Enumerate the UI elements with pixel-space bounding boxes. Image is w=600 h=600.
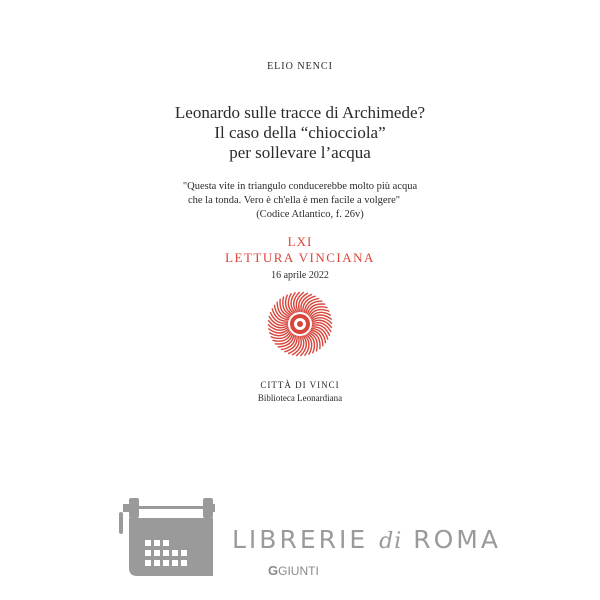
publisher-city: CITTÀ DI VINCI — [260, 380, 340, 390]
typewriter-key — [181, 560, 187, 566]
typewriter-key — [145, 550, 151, 556]
brand-italic: di — [379, 529, 403, 554]
title-line: per sollevare l’acqua — [229, 143, 371, 162]
typewriter-key — [181, 550, 187, 556]
series-name: LETTURA VINCIANA — [225, 250, 375, 265]
typewriter-key — [154, 540, 160, 546]
typewriter-key — [154, 550, 160, 556]
typewriter-key — [163, 540, 169, 546]
book-title — [0, 103, 600, 163]
brand-word: LIBRERIE — [232, 525, 369, 554]
series-number: LXI — [287, 234, 313, 249]
quote-source: (Codice Atlantico, f. 26v) — [256, 209, 364, 220]
typewriter-key — [145, 560, 151, 566]
typewriter-key — [163, 550, 169, 556]
typewriter-key — [172, 560, 178, 566]
typewriter-key — [145, 540, 151, 546]
typewriter-key — [172, 550, 178, 556]
title-line: Il caso della “chiocciola” — [214, 123, 386, 142]
watermark-brand — [232, 525, 501, 554]
date: 16 aprile 2022 — [271, 270, 329, 281]
typewriter-key — [163, 560, 169, 566]
watermark-sub: GGIUNTI — [268, 563, 319, 578]
title-line: Leonardo sulle tracce di Archimede? — [174, 103, 426, 122]
epigraph — [0, 180, 600, 222]
rosette-emblem-icon — [266, 290, 334, 358]
publisher-name: Biblioteca Leonardiana — [257, 393, 343, 403]
typewriter-logo-icon — [115, 490, 215, 580]
giunti-label: GIUNTI — [278, 564, 319, 578]
brand-word-end: ROMA — [413, 525, 501, 554]
quote-line: "Questa vite in triangulo conducerebbe molto più acqua — [182, 181, 418, 192]
quote-line: che la tonda. Vero è ch'ella è men facile a volgere" — [187, 195, 401, 206]
typewriter-key — [154, 560, 160, 566]
author-name: ELIO NENCI — [267, 61, 333, 72]
